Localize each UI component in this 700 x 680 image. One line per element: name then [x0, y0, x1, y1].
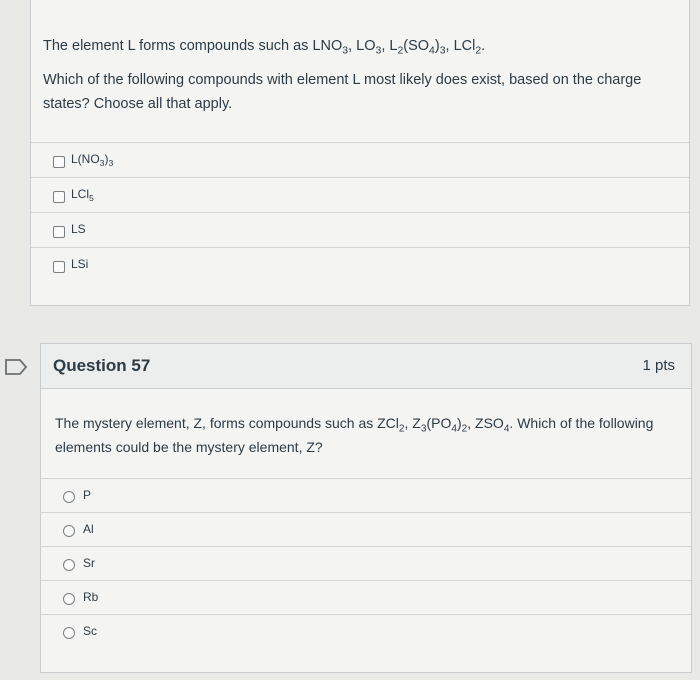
answer-label: Rb: [83, 590, 99, 604]
answer-label: LS: [71, 222, 86, 236]
checkbox[interactable]: [53, 226, 65, 238]
question-line-2: Which of the following compounds with element L most likely does exist, based on the charge states? Choose all that apply.: [43, 72, 642, 112]
question-prompt: The mystery element, Z, forms compounds such as ZCl$_2$, $Z_3(PO_4)_2$, $ZSO_4$. Which of the following elements could be the mystery element, Z?: [55, 415, 654, 455]
checkbox[interactable]: [53, 156, 65, 168]
radio-button[interactable]: [63, 627, 75, 639]
question-card-57: [40, 343, 692, 673]
answer-label: LCl$_5$: [71, 187, 94, 204]
answer-label: Sc: [83, 624, 98, 638]
radio-button[interactable]: [63, 559, 75, 571]
answer-option[interactable]: [31, 247, 689, 282]
answer-option[interactable]: [31, 212, 689, 247]
answer-option[interactable]: [41, 580, 691, 614]
flag-icon[interactable]: [4, 358, 30, 376]
answer-label: $L(NO_3)_3$: [71, 152, 114, 169]
question-points: 1 pts: [642, 357, 675, 374]
answer-label: Sr: [83, 556, 95, 570]
answer-list: [31, 142, 689, 282]
answer-label: P: [83, 488, 92, 502]
checkbox[interactable]: [53, 191, 65, 203]
radio-button[interactable]: [63, 491, 75, 503]
checkbox[interactable]: [53, 261, 65, 273]
answer-label: LSi: [71, 257, 89, 271]
answer-option[interactable]: [41, 512, 691, 546]
question-text: [43, 34, 663, 126]
question-card-previous: [30, 0, 690, 306]
answer-label: Al: [83, 522, 94, 536]
question-line-1: The element L forms compounds such as $LNO_3$, $LO_3$, $L_2(SO_4)_3$, LCl$_2$.: [43, 38, 486, 57]
question-title: Question 57: [53, 356, 151, 375]
answer-option[interactable]: [41, 614, 691, 648]
answer-option[interactable]: [31, 142, 689, 177]
answer-option[interactable]: [41, 478, 691, 512]
answer-option[interactable]: [31, 177, 689, 212]
radio-button[interactable]: [63, 525, 75, 537]
answer-option[interactable]: [41, 546, 691, 580]
question-header: [41, 344, 691, 389]
radio-button[interactable]: [63, 593, 75, 605]
answer-list: [41, 478, 691, 648]
